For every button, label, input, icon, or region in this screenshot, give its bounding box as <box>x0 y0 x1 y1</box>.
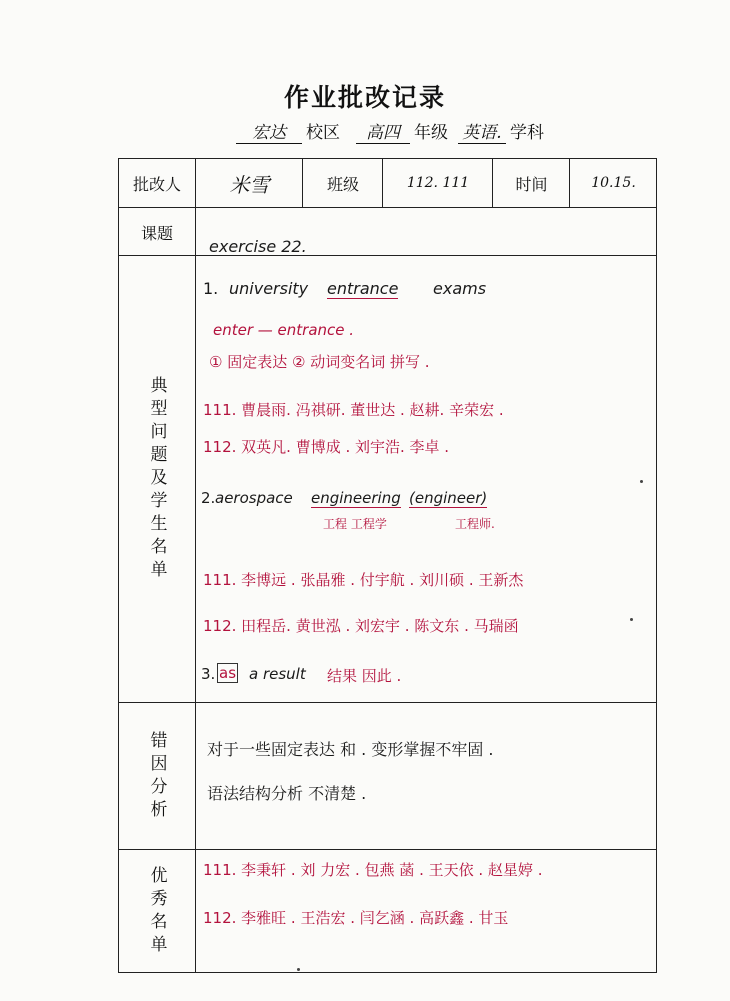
page-title: 作业批改记录 <box>283 83 446 112</box>
time-value: 10.15. <box>591 175 636 191</box>
grader-value: 米雪 <box>229 172 270 197</box>
grade-label: 年级 <box>414 123 448 143</box>
record-table <box>118 158 657 973</box>
excellent-class112: 112. 李雅旺 . 王浩宏 . 闫乞涵 . 高跃鑫 . 甘玉 <box>203 909 509 927</box>
campus-label: 校区 <box>306 123 340 143</box>
problems-label-cell <box>119 257 195 702</box>
excellent-label: 优秀名单 <box>146 865 167 958</box>
excellent-label-cell <box>119 851 195 972</box>
item3-rest: a result <box>249 665 306 683</box>
subject-label: 学科 <box>510 123 544 143</box>
grade-value: 高四 <box>356 118 410 144</box>
analysis-line-1: 对于一些固定表达 和 . 变形掌握不牢固 . <box>207 740 494 759</box>
problems-label: 典型问题及学生名单 <box>146 376 167 583</box>
time-label: 时间 <box>515 174 548 194</box>
topic-value: exercise 22. <box>209 237 307 256</box>
topic-label: 课题 <box>140 223 173 243</box>
item1-word-b: entrance <box>327 279 399 298</box>
analysis-label: 错因分析 <box>146 730 167 823</box>
item1-word-c: exams <box>433 279 487 298</box>
item2-word-b-note: 工程 工程学 <box>323 517 387 531</box>
item2-word-a: aerospace <box>215 489 293 507</box>
item1-class111: 111. 曹晨雨. 冯祺研. 董世达 . 赵耕. 辛荣宏 . <box>203 401 504 419</box>
paper-speck <box>630 618 633 621</box>
grader-label: 批改人 <box>132 174 181 194</box>
analysis-label-cell <box>119 704 195 849</box>
item2-number: 2. <box>201 489 216 507</box>
campus-value: 宏达 <box>236 118 302 144</box>
analysis-line-2: 语法结构分析 不清楚 . <box>207 784 367 803</box>
item2-word-b: engineering <box>311 489 401 507</box>
item2-class112: 112. 田程岳. 黄世泓 . 刘宏宇 . 陈文东 . 马瑞函 <box>203 617 519 635</box>
item1-types: ① 固定表达 ② 动词变名词 拼写 . <box>209 353 430 371</box>
header-line <box>0 118 730 150</box>
item1-class112: 112. 双英凡. 曹博成 . 刘宇浩. 李卓 . <box>203 438 450 456</box>
subject-value: 英语. <box>458 118 506 144</box>
paper-speck <box>640 480 643 483</box>
item2-class111: 111. 李博远 . 张晶雅 . 付宇航 . 刘川硕 . 王新杰 <box>203 571 524 589</box>
class-value: 112. 111 <box>406 175 470 191</box>
item3-as: as <box>219 664 237 682</box>
paper-speck <box>297 968 300 971</box>
excellent-class111: 111. 李秉轩 . 刘 力宏 . 包燕 菡 . 王天依 . 赵星婷 . <box>203 861 543 879</box>
item1-note: enter — entrance . <box>213 321 355 339</box>
class-label: 班级 <box>326 174 359 194</box>
item2-word-c-note: 工程师. <box>455 517 495 531</box>
item1-number: 1. <box>203 279 219 298</box>
item3-note: 结果 因此 . <box>327 667 402 685</box>
item2-word-c: (engineer) <box>409 489 488 507</box>
item1-word-a: university <box>229 279 309 298</box>
item3-number: 3. <box>201 665 216 683</box>
